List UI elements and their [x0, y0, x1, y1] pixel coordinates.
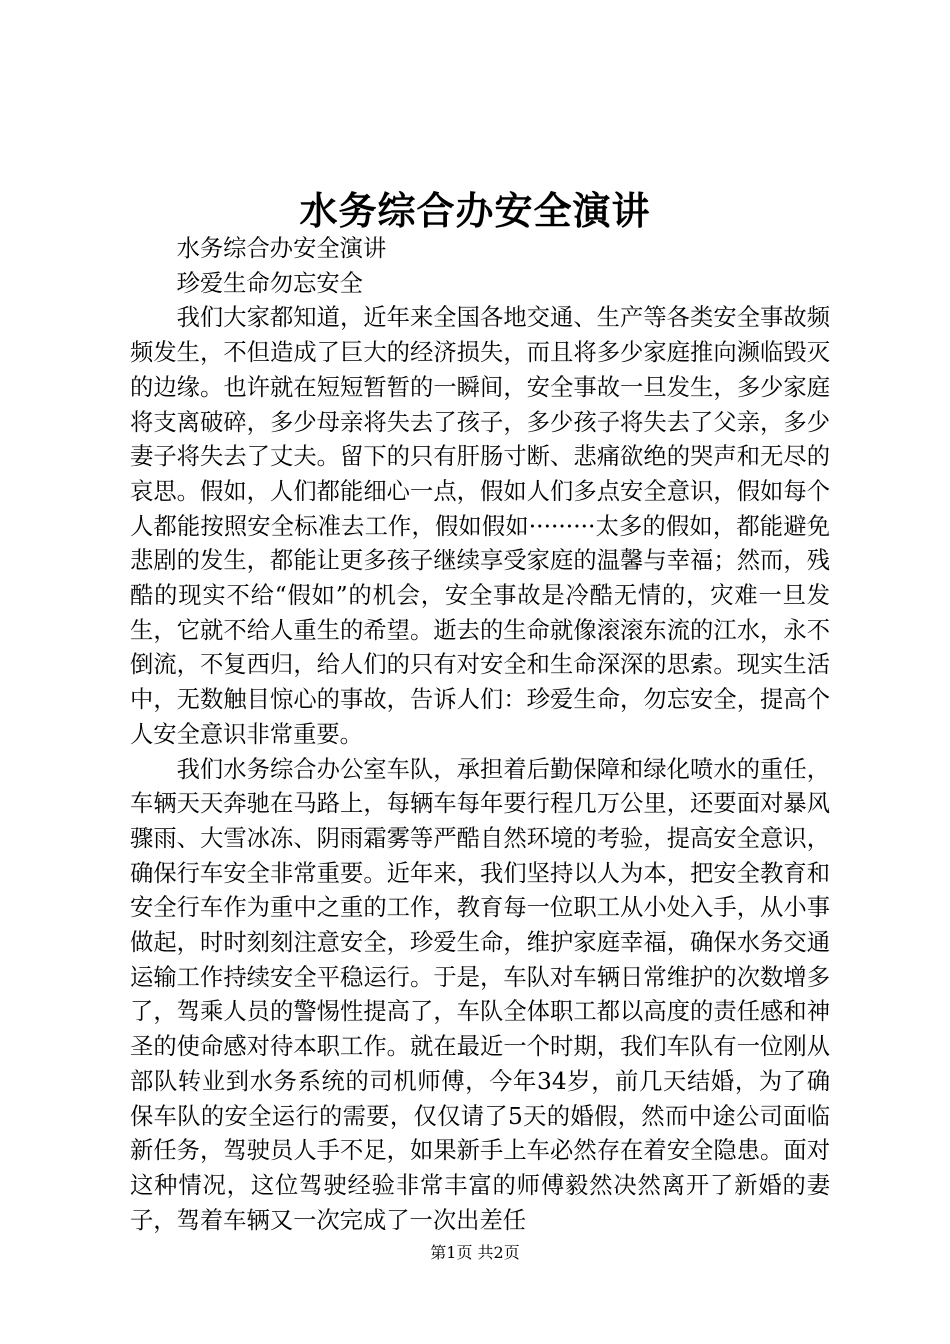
paragraph-1: 我们大家都知道，近年来全国各地交通、生产等各类安全事故频频发生，不但造成了巨大的经济损失，而且将多少家庭推向濒临毁灭的边缘。也许就在短短暂暂的一瞬间，安全事故一旦发生，多少家庭将支离破碎，多少母亲将失去了孩子，多少孩子将失去了父亲，多少妻子将失去了丈夫。留下的只有肝肠寸断、悲痛欲绝的哭声和无尽的哀思。假如，人们都能细心一点，假如人们多点安全意识，假如每个人都能按照安全标准去工作，假如假如·········太多的假如，都能避免悲剧的发生，都能让更多孩子继续享受家庭的温馨与幸福；然而，残酷的现实不给“假如”的机会，安全事故是冷酷无情的，灾难一旦发生，它就不给人重生的希望。逝去的生命就像滚滚东流的江水，永不倒流，不复西归，给人们的只有对安全和生命深深的思索。现实生活中，无数触目惊心的事故，告诉人们：珍爱生命，勿忘安全，提高个人安全意识非常重要。 [130, 304, 830, 748]
paragraph-2: 我们水务综合办公室车队，承担着后勤保障和绿化喷水的重任，车辆天天奔驰在马路上，每辆车每年要行程几万公里，还要面对暴风骤雨、大雪冰冻、阴雨霜雾等严酷自然环境的考验，提高安全意识，确保行车安全非常重要。近年来，我们坚持以人为本，把安全教育和安全行车作为重中之重的工作，教育每一位职工从小处入手，从小事做起，时时刻刻注意安全，珍爱生命，维护家庭幸福，确保水务交通运输工作持续安全平稳运行。于是，车队对车辆日常维护的次数增多了，驾乘人员的警惕性提高了，车队全体职工都以高度的责任感和神圣的使命感对待本职工作。就在最近一个时期，我们车队有一位刚从部队转业到水务系统的司机师傅，今年34岁，前几天结婚，为了确保车队的安全运行的需要，仅仅请了5天的婚假，然而中途公司面临新任务，驾驶员人手不足，如果新手上车必然存在着安全隐患。面对这种情况，这位驾驶经验非常丰富的师傅毅然决然离开了新婚的妻子，驾着车辆又一次完成了一次出差任 [130, 755, 830, 1234]
paragraph-motto: 珍爱生命勿忘安全 [176, 269, 363, 297]
document-title: 水务综合办安全演讲 [299, 188, 651, 233]
paragraph-subtitle: 水务综合办安全演讲 [176, 235, 387, 262]
document-body [130, 232, 830, 1238]
page-number-footer: 第1页 共2页 [430, 1243, 520, 1262]
